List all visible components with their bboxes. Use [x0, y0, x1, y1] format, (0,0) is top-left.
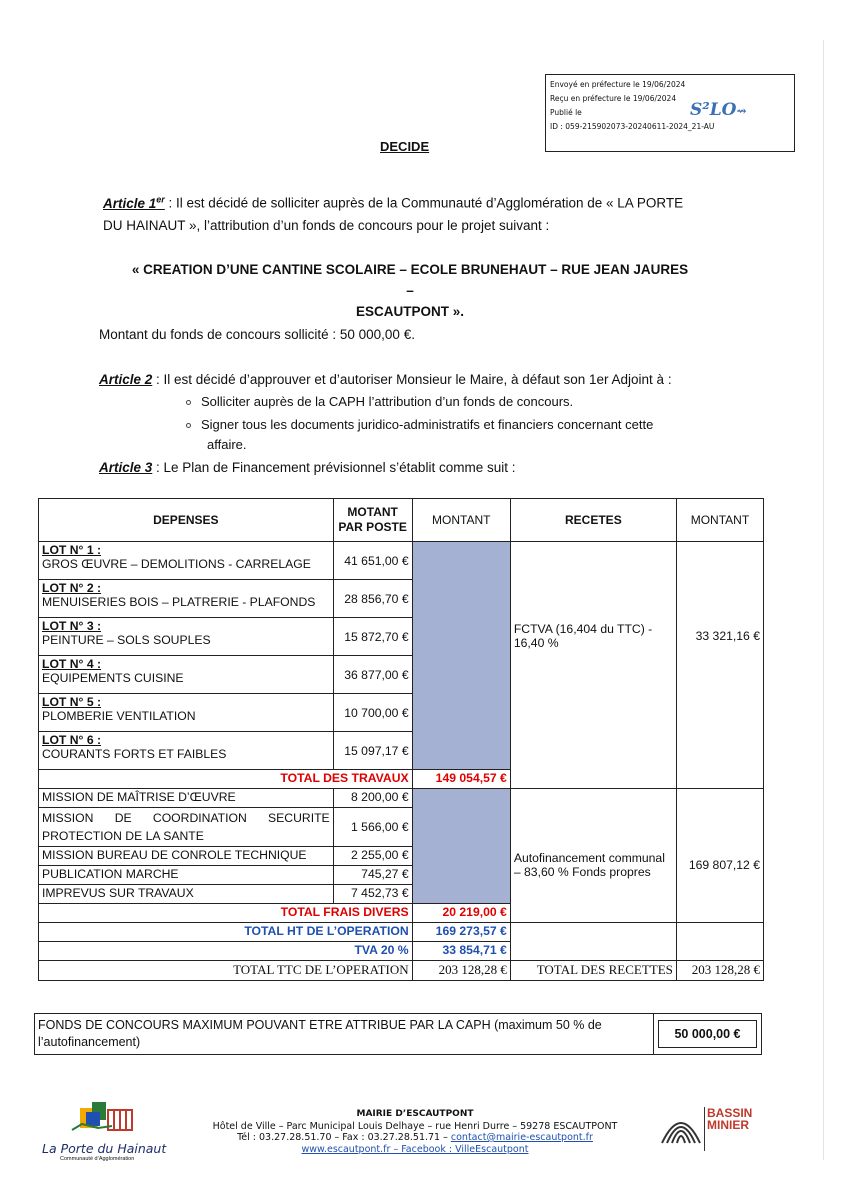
table-row: [39, 789, 764, 808]
mission-amount: 1 566,00 €: [333, 808, 412, 847]
mission-name: MISSION DE COORDINATION SECURITE PROTECTION DE LA SANTE: [39, 808, 334, 847]
total-recettes-value: 203 128,28 €: [676, 961, 763, 981]
table-row: [39, 542, 764, 580]
header-montant-recettes: MONTANT: [676, 499, 763, 542]
article3-label: Article 3: [99, 460, 153, 475]
lot-cell: LOT N° 6 : COURANTS FORTS ET FAIBLES: [39, 732, 334, 770]
logo-left-name: La Porte du Hainaut: [42, 1141, 167, 1156]
bullet-item: Signer tous les documents juridico-administratifs et financiers concernant cette: [186, 415, 746, 435]
footer-contact: Tél : 03.27.28.51.70 – Fax : 03.27.28.51.71 – contact@mairie-escautpont.fr: [237, 1132, 593, 1143]
article1: [103, 188, 783, 237]
recette-autofinancement-amount: 169 807,12 €: [676, 789, 763, 923]
stamp-received: Reçu en préfecture le 19/06/2024: [550, 94, 677, 103]
amount-requested: Montant du fonds de concours sollicité : 50 000,00 €.: [99, 327, 415, 342]
footer: [180, 1109, 650, 1155]
header-montant-poste: MOTANT PAR POSTE: [333, 499, 412, 542]
bullet-dot-icon: [186, 400, 191, 405]
header-recettes: RECETES: [510, 499, 676, 542]
total-ht-label: TOTAL HT DE L’OPERATION: [39, 923, 413, 942]
empty-cell: [510, 923, 676, 961]
project-line1: « CREATION D’UNE CANTINE SCOLAIRE – ECOLE BRUNEHAUT – RUE JEAN JAURES –: [131, 262, 689, 298]
project-title: [130, 259, 690, 322]
mission-amount: 7 452,73 €: [333, 885, 412, 904]
empty-cell: [676, 923, 763, 961]
article2-label: Article 2: [99, 372, 153, 387]
article3: [99, 457, 515, 479]
header-depenses: DEPENSES: [39, 499, 334, 542]
stamp-published: Publié le: [550, 108, 582, 117]
footer-title: MAIRIE D’ESCAUTPONT: [356, 1109, 474, 1119]
prefecture-stamp: [545, 74, 795, 152]
total-ttc-label: TOTAL TTC DE L’OPERATION: [39, 961, 413, 981]
header-montant: MONTANT: [412, 499, 510, 542]
bassin-minier-emblem-icon: [658, 1107, 704, 1151]
montant-shaded: [412, 542, 510, 770]
lot-amount: 36 877,00 €: [333, 656, 412, 694]
recette-fctva: FCTVA (16,404 du TTC) - 16,40 %: [510, 542, 676, 789]
porte-du-hainaut-logo: [42, 1098, 182, 1160]
lot-cell: LOT N° 4 : EQUIPEMENTS CUISINE: [39, 656, 334, 694]
recette-fctva-amount: 33 321,16 €: [676, 542, 763, 789]
mission-name: IMPREVUS SUR TRAVAUX: [39, 885, 334, 904]
project-line2: ESCAUTPONT ».: [355, 304, 464, 319]
total-frais-label: TOTAL FRAIS DIVERS: [39, 904, 413, 923]
slo-signature: S²LO⇝: [690, 100, 747, 120]
lot-cell: LOT N° 3 : PEINTURE – SOLS SOUPLES: [39, 618, 334, 656]
logo-right-text: BASSIN MINIER: [707, 1106, 753, 1132]
tva-value: 33 854,71 €: [412, 942, 510, 961]
lot-cell: LOT N° 2 : MENUISERIES BOIS – PLATRERIE - PLAFONDS: [39, 580, 334, 618]
article1-text: : Il est décidé de solliciter auprès de la Communauté d’Agglomération de « LA PORTE: [164, 195, 684, 211]
mission-name: MISSION DE MAÎTRISE D’ŒUVRE: [39, 789, 334, 808]
bullet-item-cont: affaire.: [207, 437, 247, 452]
article1-label: Article 1er: [103, 194, 165, 211]
lot-cell: LOT N° 1 : GROS ŒUVRE – DEMOLITIONS - CARRELAGE: [39, 542, 334, 580]
total-ttc-row: [39, 961, 764, 981]
total-recettes-label: TOTAL DES RECETTES: [510, 961, 676, 981]
article2-text: : Il est décidé d’approuver et d’autoriser Monsieur le Maire, à défaut son 1er Adjoint à :: [152, 372, 672, 387]
total-ttc-value: 203 128,28 €: [412, 961, 510, 981]
article2-bullets: [186, 392, 746, 455]
bassin-minier-logo: [658, 1107, 768, 1152]
lot-amount: 10 700,00 €: [333, 694, 412, 732]
total-travaux-label: TOTAL DES TRAVAUX: [39, 770, 413, 789]
mission-amount: 745,27 €: [333, 866, 412, 885]
lot-amount: 15 872,70 €: [333, 618, 412, 656]
fonds-concours-value: 50 000,00 €: [658, 1020, 757, 1048]
mission-name: MISSION BUREAU DE CONROLE TECHNIQUE: [39, 847, 334, 866]
tva-label: TVA 20 %: [39, 942, 413, 961]
total-travaux-value: 149 054,57 €: [412, 770, 510, 789]
mission-amount: 2 255,00 €: [333, 847, 412, 866]
total-ht-value: 169 273,57 €: [412, 923, 510, 942]
total-ht-row: [39, 923, 764, 942]
bullet-item: Solliciter auprès de la CAPH l’attribution d’un fonds de concours.: [186, 392, 746, 412]
logo-left-sub: Communauté d’Agglomération: [60, 1156, 135, 1162]
footer-email-link[interactable]: contact@mairie-escautpont.fr: [450, 1132, 593, 1143]
lot-amount: 15 097,17 €: [333, 732, 412, 770]
article3-text: : Le Plan de Financement prévisionnel s’établit comme suit :: [152, 460, 516, 475]
article2: [99, 369, 819, 391]
total-frais-value: 20 219,00 €: [412, 904, 510, 923]
mission-name: PUBLICATION MARCHE: [39, 866, 334, 885]
hainaut-logo-icon: [42, 1098, 182, 1138]
fonds-concours-label: FONDS DE CONCOURS MAXIMUM POUVANT ETRE ATTRIBUE PAR LA CAPH (maximum 50 % de l’autofinancement): [35, 1014, 654, 1054]
montant-shaded: [412, 789, 510, 904]
mission-amount: 8 200,00 €: [333, 789, 412, 808]
stamp-sent: Envoyé en préfecture le 19/06/2024: [550, 80, 686, 89]
logo-divider: [704, 1107, 705, 1151]
stamp-id: ID : 059-215902073-20240611-2024_21-AU: [550, 122, 715, 131]
article1-text2: DU HAINAUT », l’attribution d’un fonds de concours pour le projet suivant :: [103, 217, 550, 233]
lot-amount: 28 856,70 €: [333, 580, 412, 618]
financing-table: [38, 498, 764, 981]
footer-website-link[interactable]: www.escautpont.fr: [301, 1143, 391, 1155]
footer-address: Hôtel de Ville – Parc Municipal Louis Delhaye – rue Henri Durre – 59278 ESCAUTPONT: [212, 1120, 618, 1132]
lot-amount: 41 651,00 €: [333, 542, 412, 580]
bullet-dot-icon: [186, 423, 191, 428]
fonds-concours-box: [34, 1013, 762, 1055]
table-header-row: [39, 499, 764, 542]
footer-web: www.escautpont.fr – Facebook : VilleEscautpont: [301, 1143, 529, 1155]
decide-heading: DECIDE: [380, 139, 430, 154]
lot-cell: LOT N° 5 : PLOMBERIE VENTILATION: [39, 694, 334, 732]
page-edge-line: [823, 40, 824, 1160]
recette-autofinancement: Autofinancement communal – 83,60 % Fonds propres: [510, 789, 676, 923]
